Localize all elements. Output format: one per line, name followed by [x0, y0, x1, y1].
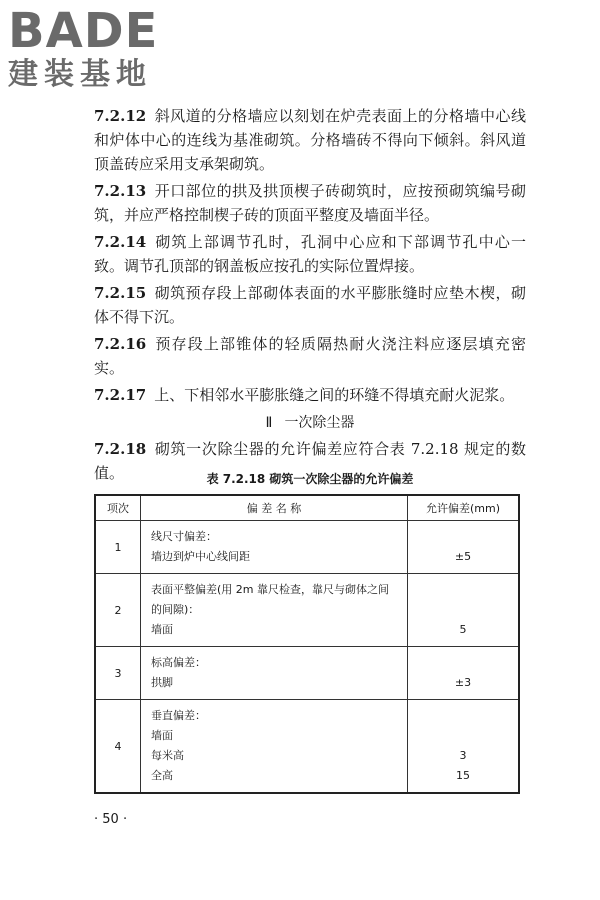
description-line: 拱脚: [151, 676, 173, 689]
page-number: · 50 ·: [94, 812, 128, 827]
tolerance-value: [408, 653, 518, 673]
row-tolerance: [408, 574, 520, 647]
clause-7-2-12: [94, 104, 526, 176]
clause-number: 7.2.16: [94, 335, 147, 353]
clause-7-2-14: [94, 230, 526, 278]
description-line: 墙边到炉中心线间距: [151, 550, 250, 563]
clause-number: 7.2.18: [94, 440, 147, 458]
tolerance-value: 15: [456, 769, 470, 782]
tolerance-value: [408, 726, 518, 746]
clause-number: 7.2.14: [94, 233, 147, 251]
tolerance-value: ±5: [454, 550, 472, 563]
description-line: 墙面: [151, 623, 173, 636]
header-index: 项次: [95, 495, 141, 521]
table-row: [95, 700, 519, 794]
logo-chinese: 建装基地: [8, 57, 152, 92]
description-line: 标高偏差：: [151, 656, 206, 669]
tolerance-value: [408, 706, 518, 726]
header-name: 偏 差 名 称: [141, 495, 408, 521]
row-index: 2: [95, 574, 141, 647]
clause-7-2-16: [94, 332, 526, 380]
tolerance-value: ±3: [454, 676, 472, 689]
row-tolerance: [408, 521, 520, 574]
tolerance-value: [408, 600, 518, 620]
logo-english: BADE: [8, 3, 159, 59]
clause-7-2-13: [94, 179, 526, 227]
row-description: [141, 700, 408, 794]
description-line: 每米高: [151, 749, 184, 762]
row-index: 3: [95, 647, 141, 700]
row-description: [141, 647, 408, 700]
section-numeral: Ⅱ: [265, 415, 273, 431]
row-description: [141, 521, 408, 574]
tolerance-value: [408, 580, 518, 600]
description-line: 线尺寸偏差：: [151, 530, 217, 543]
row-index: 1: [95, 521, 141, 574]
row-tolerance: [408, 647, 520, 700]
clause-number: 7.2.17: [94, 386, 147, 404]
row-tolerance: [408, 700, 520, 794]
clause-number: 7.2.13: [94, 182, 147, 200]
clause-text: 开口部位的拱及拱顶楔子砖砌筑时，应按预砌筑编号砌筑，并应严格控制楔子砖的顶面平整度及墙面半径。: [94, 182, 526, 224]
clause-number: 7.2.15: [94, 284, 147, 302]
clause-number: 7.2.12: [94, 107, 147, 125]
clause-7-2-17: [94, 383, 526, 407]
tolerance-value: [408, 527, 518, 547]
table-caption: 表 7.2.18 砌筑一次除尘器的允许偏差: [206, 472, 414, 486]
clause-text: 砌筑一次除尘器的允许偏差应符合表 7.2.18 规定的数值。: [94, 440, 526, 482]
description-line: 垂直偏差：: [151, 709, 206, 722]
table-header-row: [95, 495, 519, 521]
header-tolerance: 允许偏差(mm): [408, 495, 520, 521]
table-row: [95, 574, 519, 647]
clause-text: 砌筑预存段上部砌体表面的水平膨胀缝时应垫木楔，砌体不得下沉。: [94, 284, 526, 326]
clause-text: 上、下相邻水平膨胀缝之间的环缝不得填充耐火泥浆。: [154, 386, 515, 404]
description-line: 表面平整偏差(用 2m 靠尺检查，靠尺与砌体之间的间隙)：: [151, 583, 389, 616]
bade-logo: [8, 3, 188, 92]
table-row: [95, 647, 519, 700]
document-body: [94, 104, 526, 488]
section-heading: [94, 411, 526, 435]
description-line: 墙面: [151, 729, 173, 742]
tolerance-value: 3: [459, 749, 467, 762]
row-description: [141, 574, 408, 647]
table-row: [95, 521, 519, 574]
clause-text: 砌筑上部调节孔时，孔洞中心应和下部调节孔中心一致。调节孔顶部的钢盖板应按孔的实际位置焊接。: [94, 233, 526, 275]
description-line: 全高: [151, 769, 173, 782]
section-title: 一次除尘器: [284, 415, 355, 431]
clause-text: 预存段上部锥体的轻质隔热耐火浇注料应逐层填充密实。: [94, 335, 526, 377]
clause-text: 斜风道的分格墙应以刻划在炉壳表面上的分格墙中心线和炉体中心的连线为基准砌筑。分格墙砖不得向下倾斜。斜风道顶盖砖应采用支承架砌筑。: [94, 107, 526, 173]
row-index: 4: [95, 700, 141, 794]
tolerance-table: [94, 494, 520, 794]
clause-7-2-15: [94, 281, 526, 329]
tolerance-value: 5: [459, 623, 467, 636]
